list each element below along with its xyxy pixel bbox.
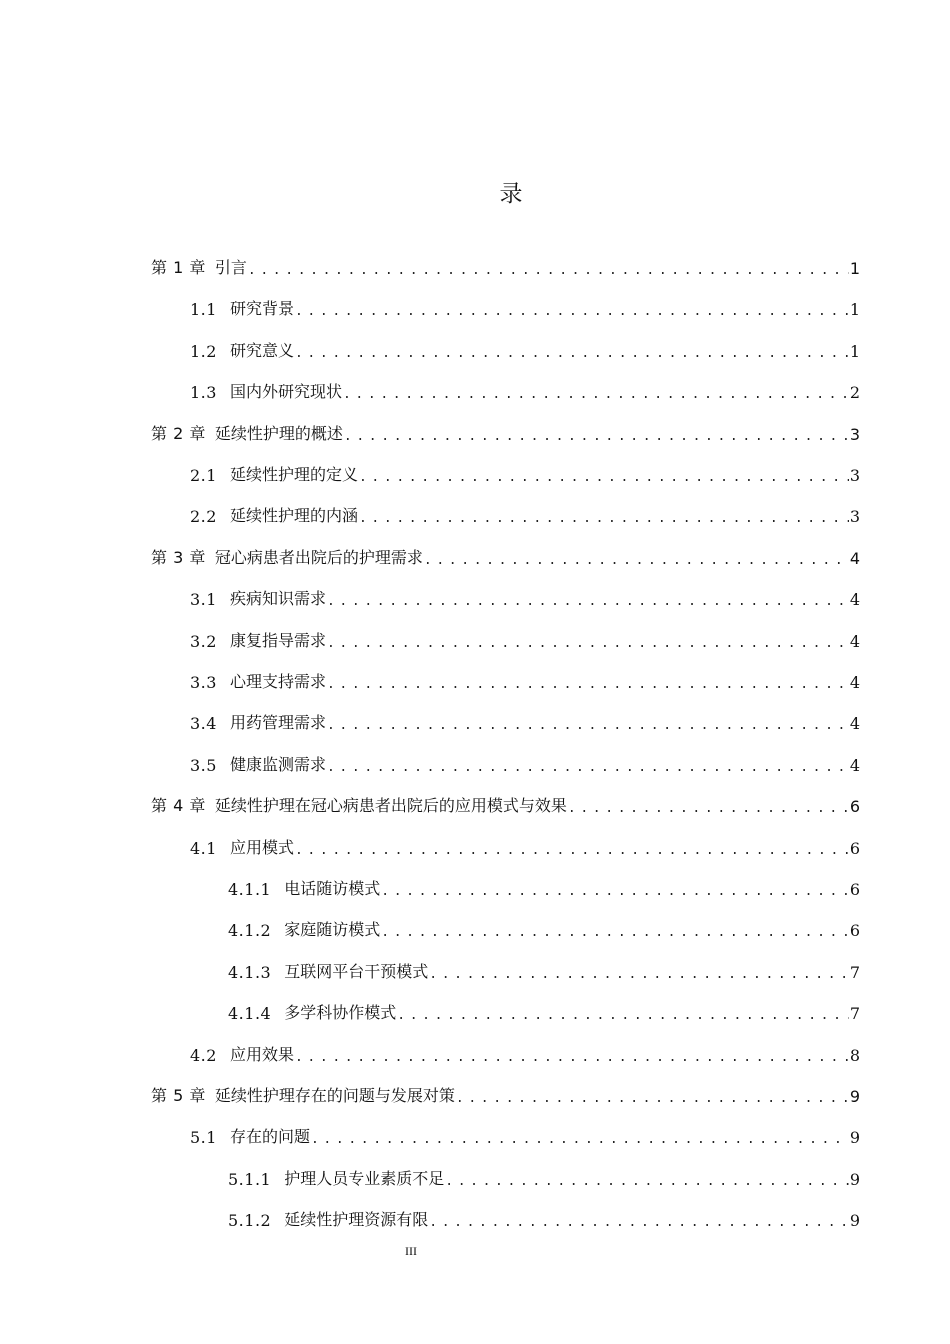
toc-dot-leader: [381, 920, 849, 940]
toc-entry-number: 4.1.4: [228, 1004, 272, 1024]
toc-entry-title: 延续性护理在冠心病患者出院后的应用模式与效果: [214, 796, 567, 816]
toc-entry-page-number: 4: [849, 548, 860, 568]
page-number-footer: III: [405, 1244, 417, 1258]
toc-entry-number: 4.1: [190, 838, 217, 858]
toc-entry-page-number: 7: [849, 1004, 860, 1024]
toc-entry-page-number: 9: [849, 1087, 860, 1106]
toc-entry-number: 第 4 章: [151, 796, 206, 816]
toc-entry-number: 5.1: [190, 1128, 217, 1148]
toc-entry-title: 健康监测需求: [229, 754, 326, 774]
toc-entry-title: 延续性护理的定义: [229, 465, 358, 484]
toc-dot-leader: [568, 796, 849, 816]
toc-entry-title: 研究背景: [229, 299, 294, 319]
toc-entry[interactable]: [190, 571, 860, 609]
toc-entry-title: 延续性护理存在的问题与发展对策: [214, 1086, 455, 1105]
toc-entry-number: 4.1.1: [228, 880, 272, 899]
toc-entry[interactable]: [190, 654, 860, 692]
toc-dot-leader: [327, 713, 849, 733]
toc-entry-page-number: 1: [849, 341, 860, 361]
toc-entry-page-number: 9: [849, 1128, 860, 1148]
toc-entry-number: 第 5 章: [151, 1086, 206, 1105]
toc-dot-leader: [359, 465, 849, 485]
toc-entry-title: 引言: [214, 258, 247, 277]
toc-dot-leader: [445, 1169, 849, 1189]
toc-entry-page-number: 4: [849, 714, 860, 734]
toc-entry-title: 延续性护理的内涵: [229, 506, 358, 526]
toc-entry-number: 第 3 章: [151, 547, 206, 567]
toc-dot-leader: [327, 589, 849, 609]
toc-entry-page-number: 4: [849, 673, 860, 692]
toc-entry-page-number: 6: [849, 838, 860, 858]
toc-entry[interactable]: [228, 985, 860, 1023]
toc-entry-number: 1.3: [190, 383, 217, 403]
toc-entry-title: 电话随访模式: [284, 879, 381, 898]
toc-entry[interactable]: [190, 1027, 860, 1065]
toc-entry-title: 心理支持需求: [229, 672, 326, 691]
toc-entry-number: 1.2: [190, 341, 217, 361]
toc-entry-number: 4.1.3: [228, 962, 272, 982]
toc-dot-leader: [327, 672, 849, 692]
toc-entry[interactable]: [151, 778, 860, 816]
toc-entry-title: 应用模式: [229, 837, 294, 857]
toc-dot-leader: [359, 506, 849, 526]
toc-entry[interactable]: [190, 613, 860, 651]
toc-entry-page-number: 3: [849, 507, 860, 527]
toc-entry[interactable]: [151, 1068, 860, 1106]
toc-dot-leader: [429, 1210, 849, 1230]
toc-entry-number: 3.4: [190, 714, 217, 734]
toc-entry-number: 4.1.2: [228, 921, 272, 941]
toc-entry-page-number: 1: [849, 300, 860, 320]
toc-entry-page-number: 9: [849, 1169, 860, 1189]
toc-dot-leader: [343, 382, 849, 402]
toc-entry-number: 3.3: [190, 673, 217, 692]
toc-entry[interactable]: [228, 1192, 860, 1230]
toc-entry[interactable]: [190, 820, 860, 858]
toc-entry[interactable]: [228, 944, 860, 982]
toc-entry[interactable]: [190, 488, 860, 526]
toc-entry-number: 3.1: [190, 590, 217, 610]
toc-entry-title: 延续性护理资源有限: [284, 1210, 429, 1230]
toc-entry[interactable]: [151, 406, 860, 444]
toc-entry[interactable]: [190, 364, 860, 402]
toc-entry[interactable]: [151, 530, 860, 568]
toc-dot-leader: [327, 631, 849, 651]
toc-dot-leader: [381, 879, 849, 899]
toc-entry-number: 2.2: [190, 507, 217, 527]
toc-entry[interactable]: [228, 1151, 860, 1189]
toc-dot-leader: [344, 424, 849, 444]
toc-dot-leader: [397, 1003, 849, 1023]
toc-entry-title: 研究意义: [229, 340, 294, 360]
toc-entry[interactable]: [190, 323, 860, 361]
toc-entry[interactable]: [190, 281, 860, 319]
toc-dot-leader: [295, 341, 849, 361]
toc-entry-page-number: 7: [849, 962, 860, 982]
toc-entry-page-number: 3: [849, 424, 860, 444]
toc-entry-page-number: 4: [849, 590, 860, 610]
toc-dot-leader: [424, 548, 849, 568]
toc-dot-leader: [295, 838, 849, 858]
toc-entry-page-number: 6: [849, 921, 860, 941]
toc-entry-page-number: 6: [849, 797, 860, 817]
toc-entry-number: 2.1: [190, 466, 217, 485]
toc-entry-number: 3.2: [190, 631, 217, 651]
toc-dot-leader: [456, 1086, 849, 1106]
toc-entry-page-number: 8: [849, 1045, 860, 1065]
toc-entry-title: 用药管理需求: [229, 713, 326, 733]
toc-entry[interactable]: [190, 695, 860, 733]
toc-entry-page-number: 6: [849, 880, 860, 899]
toc-dot-leader: [248, 258, 849, 278]
toc-entry-title: 冠心病患者出院后的护理需求: [214, 547, 423, 567]
toc-entry-title: 护理人员专业素质不足: [284, 1168, 445, 1188]
toc-entry[interactable]: [151, 240, 860, 278]
toc-entry-number: 1.1: [190, 300, 217, 320]
toc-entry-title: 应用效果: [229, 1044, 294, 1064]
toc-entry[interactable]: [228, 902, 860, 940]
toc-entry-title: 家庭随访模式: [284, 920, 381, 940]
toc-dot-leader: [311, 1127, 849, 1147]
toc-entry[interactable]: [190, 1109, 860, 1147]
toc-entry-title: 存在的问题: [229, 1127, 310, 1147]
toc-entry-page-number: 1: [849, 259, 860, 278]
toc-entry[interactable]: [228, 861, 860, 899]
toc-entry-page-number: 4: [849, 755, 860, 775]
toc-entry-title: 国内外研究现状: [229, 382, 342, 402]
toc-dot-leader: [327, 755, 849, 775]
toc-entry[interactable]: [190, 737, 860, 775]
toc-dot-leader: [295, 1045, 849, 1065]
toc-entry-page-number: 3: [849, 466, 860, 485]
toc-entry-page-number: 4: [849, 631, 860, 651]
toc-entry-number: 第 1 章: [151, 258, 206, 277]
toc-entry-page-number: 2: [849, 383, 860, 403]
toc-entry-number: 4.2: [190, 1045, 217, 1065]
toc-entry-number: 第 2 章: [151, 423, 206, 443]
toc-entry-page-number: 9: [849, 1211, 860, 1231]
page-title: 录: [499, 181, 523, 207]
toc-entry-title: 延续性护理的概述: [214, 423, 343, 443]
toc-entry-number: 5.1.1: [228, 1169, 272, 1189]
toc-entry-title: 互联网平台干预模式: [284, 961, 429, 981]
toc-dot-leader: [295, 299, 849, 319]
toc-entry-title: 康复指导需求: [229, 630, 326, 650]
toc-entry-number: 3.5: [190, 755, 217, 775]
toc-entry-title: 多学科协作模式: [284, 1003, 397, 1023]
toc-entry-number: 5.1.2: [228, 1211, 272, 1231]
toc-entry[interactable]: [190, 447, 860, 485]
toc-dot-leader: [429, 962, 849, 982]
toc-entry-title: 疾病知识需求: [229, 589, 326, 609]
